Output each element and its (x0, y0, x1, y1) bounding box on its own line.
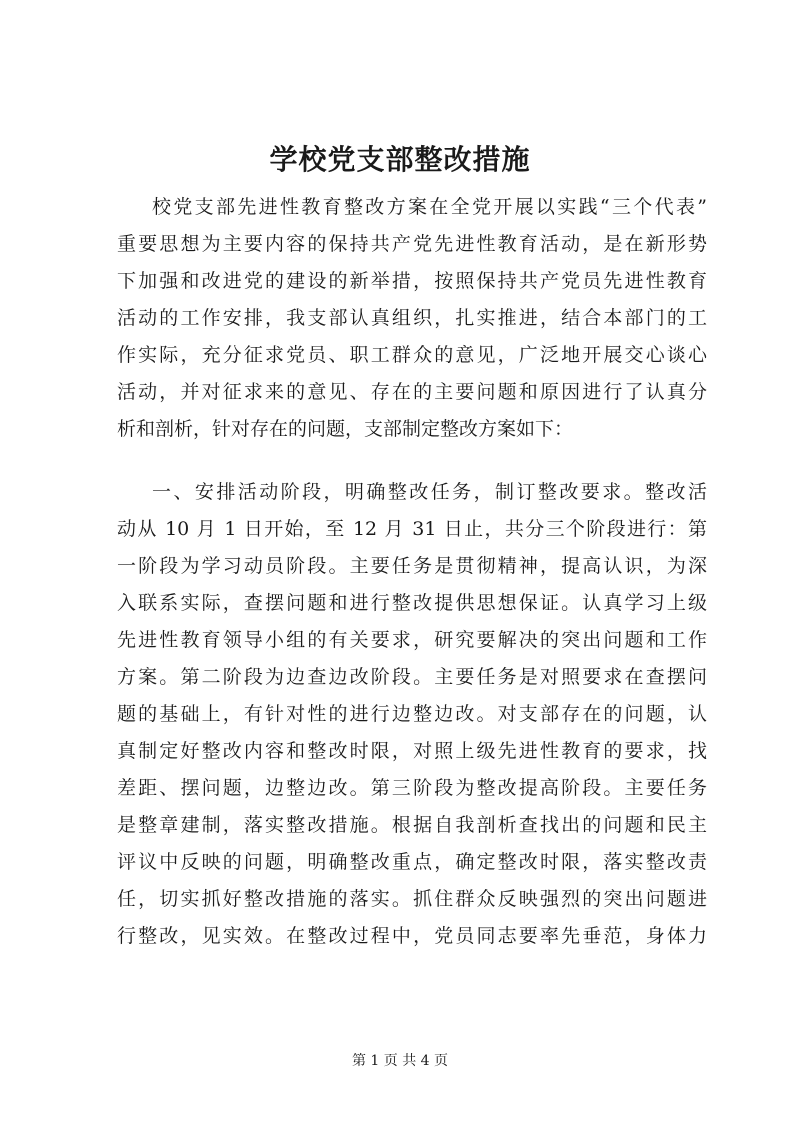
text-line: 重要思想为主要内容的保持共产党先进性教育活动，是在新形势 (117, 233, 707, 255)
document-title: 学校党支部整改措施 (269, 143, 531, 176)
text-line: 活动，并对征求来的意见、存在的主要问题和原因进行了认真分 (117, 381, 707, 403)
text-line: 真制定好整改内容和整改时限，对照上级先进性教育的要求，找 (117, 740, 707, 762)
text-line: 作实际，充分征求党员、职工群众的意见，广泛地开展交心谈心 (117, 344, 707, 366)
text-line: 评议中反映的问题，明确整改重点，确定整改时限，落实整改责 (117, 851, 707, 873)
text-line: 行整改，见实效。在整改过程中，党员同志要率先垂范，身体力 (117, 925, 707, 947)
text-line: 动从 10 月 1 日开始，至 12 月 31 日止，共分三个阶段进行：第 (117, 518, 707, 540)
text-line: 是整章建制，落实整改措施。根据自我剖析查找出的问题和民主 (117, 814, 707, 836)
text-line: 入联系实际，查摆问题和进行整改提供思想保证。认真学习上级 (117, 592, 707, 614)
text-line: 方案。第二阶段为边查边改阶段。主要任务是对照要求在查摆问 (117, 666, 707, 688)
text-line: 校党支部先进性教育整改方案在全党开展以实践“三个代表” (152, 196, 707, 218)
text-line: 任，切实抓好整改措施的落实。抓住群众反映强烈的突出问题进 (117, 888, 707, 910)
text-line: 差距、摆问题，边整边改。第三阶段为整改提高阶段。主要任务 (117, 777, 707, 799)
text-line: 一阶段为学习动员阶段。主要任务是贯彻精神，提高认识，为深 (117, 555, 707, 577)
text-line: 一、安排活动阶段，明确整改任务，制订整改要求。整改活 (152, 481, 707, 503)
text-line: 下加强和改进党的建设的新举措，按照保持共产党员先进性教育 (117, 270, 707, 292)
page-number: 第 1 页 共 4 页 (351, 1053, 449, 1069)
text-line: 先进性教育领导小组的有关要求，研究要解决的突出问题和工作 (117, 629, 707, 651)
text-line: 题的基础上，有针对性的进行边整边改。对支部存在的问题，认 (117, 703, 707, 725)
text-line: 析和剖析，针对存在的问题，支部制定整改方案如下： (117, 418, 574, 440)
text-line: 活动的工作安排，我支部认真组织，扎实推进，结合本部门的工 (117, 307, 707, 329)
